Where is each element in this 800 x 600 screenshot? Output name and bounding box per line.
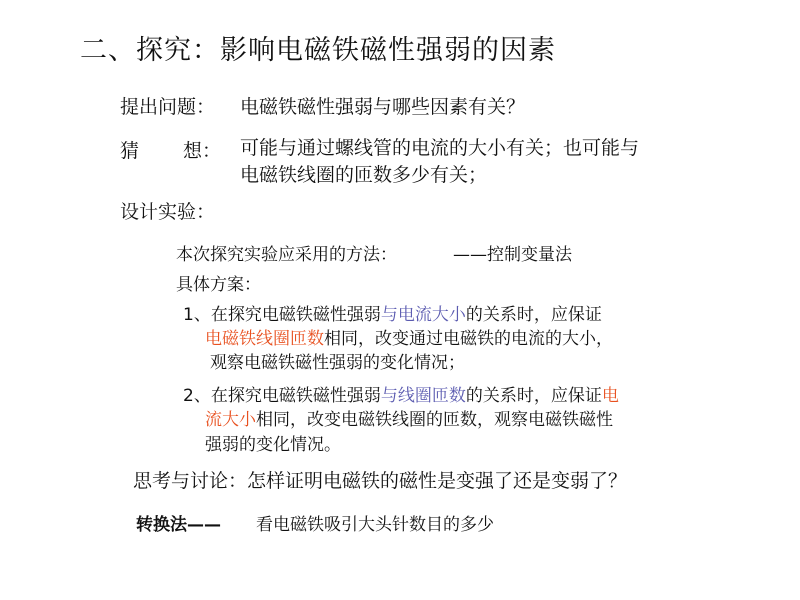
plan-2-highlight-turns: 与线圈匝数 <box>380 386 466 406</box>
plan-1-line-2 <box>205 324 613 349</box>
plan-2-line-2 <box>205 405 613 430</box>
plan-2-line-1 <box>183 381 619 406</box>
plan-1-line-3: 观察电磁铁磁性强弱的变化情况； <box>210 353 465 373</box>
hypothesis-line-1: 可能与通过螺线管的电流的大小有关；也可能与 <box>240 137 640 159</box>
plan-2-text: 相同，改变电磁铁线圈的匝数，观察电磁铁磁性 <box>256 410 613 430</box>
plan-2-text: 的关系时，应保证 <box>465 386 602 406</box>
question-text: 电磁铁磁性强弱与哪些因素有关？ <box>240 96 526 118</box>
plan-1-highlight-turns: 电磁铁线圈匝数 <box>205 329 324 349</box>
plan-1-text: 相同，改变通过电磁铁的电流的大小， <box>324 329 613 349</box>
slide-title: 二、探究：影响电磁铁磁性强弱的因素 <box>80 35 556 66</box>
plan-2-highlight-current-start: 电 <box>601 386 619 406</box>
hypothesis-line-2: 电磁铁线圈的匝数多少有关； <box>240 164 488 186</box>
plan-2-text: 2、在探究电磁铁磁性强弱 <box>183 386 381 406</box>
question-label: 提出问题： <box>120 96 216 118</box>
discussion-question: 思考与讨论：怎样证明电磁铁的磁性是变强了还是变弱了？ <box>133 470 628 492</box>
method-value: ——控制变量法 <box>453 245 572 265</box>
plan-1-line-1 <box>183 300 602 325</box>
plan-1-highlight-current: 与电流大小 <box>380 305 466 325</box>
method-label: 本次探究实验应采用的方法： <box>176 245 397 265</box>
plan-1-text: 的关系时，应保证 <box>465 305 602 325</box>
plan-label: 具体方案： <box>176 275 261 295</box>
hypothesis-label: 猜 想： <box>120 140 222 162</box>
design-label: 设计实验： <box>120 201 216 223</box>
plan-2-highlight-current-end: 流大小 <box>205 410 256 430</box>
plan-1-text: 1、在探究电磁铁磁性强弱 <box>183 305 381 325</box>
conversion-text: 看电磁铁吸引大头针数目的多少 <box>256 515 494 535</box>
plan-2-line-3: 强弱的变化情况。 <box>205 435 341 455</box>
conversion-label: 转换法—— <box>136 515 221 535</box>
